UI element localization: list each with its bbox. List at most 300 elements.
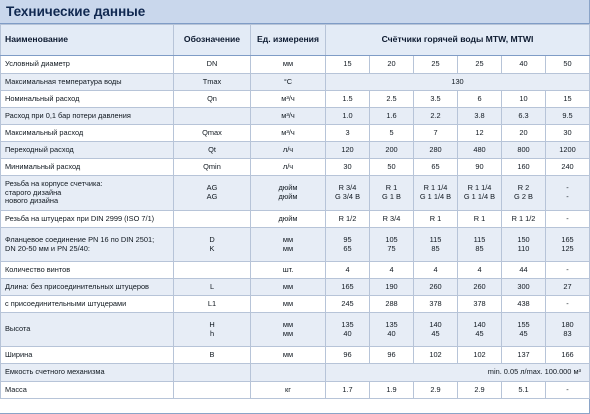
param-designation xyxy=(174,279,251,296)
param-value xyxy=(370,125,414,142)
param-value xyxy=(326,347,370,364)
param-unit xyxy=(251,296,326,313)
param-name xyxy=(1,347,174,364)
param-name-line: Условный диаметр xyxy=(5,59,70,69)
param-value-line: 83 xyxy=(563,328,572,338)
param-value-line: 10 xyxy=(519,93,528,103)
table-header-row xyxy=(1,25,590,56)
param-value xyxy=(458,91,502,108)
param-value xyxy=(502,142,546,159)
param-value xyxy=(502,313,546,347)
param-value xyxy=(546,262,590,279)
param-value xyxy=(546,142,590,159)
param-value-line: R 3/4 xyxy=(382,213,401,223)
param-value xyxy=(414,159,458,176)
param-value xyxy=(546,382,590,399)
param-value xyxy=(370,176,414,211)
param-value-line: 190 xyxy=(385,281,398,291)
table-row xyxy=(1,91,590,108)
param-value-line: 90 xyxy=(475,161,484,171)
param-value xyxy=(370,313,414,347)
param-unit-line: шт. xyxy=(282,264,294,274)
param-name xyxy=(1,176,174,211)
param-value-line: 85 xyxy=(475,243,484,253)
param-value xyxy=(370,228,414,262)
param-value xyxy=(502,228,546,262)
param-value-line: 25 xyxy=(431,59,440,69)
param-value xyxy=(502,211,546,228)
param-unit xyxy=(251,91,326,108)
param-name-line: Высота xyxy=(5,324,31,334)
param-value xyxy=(546,91,590,108)
param-name-line: DN 20-50 мм и PN 25/40: xyxy=(5,243,90,253)
table-row xyxy=(1,108,590,125)
param-value-line: R 3/4 xyxy=(338,183,357,193)
param-value-line: 240 xyxy=(561,161,574,171)
param-value-line: R 1 xyxy=(385,183,398,193)
param-value-line: 120 xyxy=(341,144,354,154)
param-value xyxy=(502,296,546,313)
param-name xyxy=(1,142,174,159)
param-designation-line: Tmax xyxy=(202,76,222,86)
param-value-line: 115 xyxy=(429,234,442,244)
param-span-value: min. 0.05 л/max. 100.000 м³ xyxy=(326,364,590,382)
param-value xyxy=(370,382,414,399)
param-designation xyxy=(174,142,251,159)
param-unit xyxy=(251,279,326,296)
param-value xyxy=(326,262,370,279)
header-designation: Обозначение xyxy=(174,25,251,56)
param-unit-line: мм xyxy=(282,319,294,329)
param-unit xyxy=(251,364,326,382)
param-designation-line: h xyxy=(209,328,215,338)
param-value-line: 50 xyxy=(387,161,396,171)
param-value-line: 30 xyxy=(343,161,352,171)
param-value-line: 1.0 xyxy=(342,110,353,120)
param-designation xyxy=(174,74,251,91)
param-value-line: G 1 1/4 B xyxy=(419,192,452,201)
param-value xyxy=(458,176,502,211)
param-value xyxy=(326,382,370,399)
param-unit-line: мм xyxy=(282,281,294,291)
param-value xyxy=(546,108,590,125)
param-value-line: - xyxy=(566,264,569,274)
param-name-line: Расход при 0,1 бар потери давления xyxy=(5,110,131,120)
param-name-line: Резьба на штуцерах при DIN 2999 (ISO 7/1) xyxy=(5,213,155,223)
param-name-line: Номинальный расход xyxy=(5,93,80,103)
param-value-line: 378 xyxy=(429,298,442,308)
param-name xyxy=(1,228,174,262)
param-designation-line: DN xyxy=(206,59,218,69)
param-unit-line: кг xyxy=(285,384,291,394)
param-value-line: 1.5 xyxy=(342,93,353,103)
param-unit-line: мм xyxy=(282,328,294,338)
param-value-line: 9.5 xyxy=(562,110,573,120)
param-value-line: 165 xyxy=(341,281,354,291)
param-name-line: Длина: без присоединительных штуцеров xyxy=(5,281,149,291)
table-row xyxy=(1,125,590,142)
param-designation xyxy=(174,125,251,142)
param-value xyxy=(414,313,458,347)
param-value xyxy=(458,125,502,142)
param-designation-line: L xyxy=(209,281,215,291)
param-value-line: R 1 1/2 xyxy=(511,213,536,223)
param-value xyxy=(502,279,546,296)
param-value-line: 44 xyxy=(519,264,528,274)
param-value-line: 280 xyxy=(429,144,442,154)
param-unit-line: мм xyxy=(282,234,294,244)
param-value xyxy=(458,313,502,347)
table-row xyxy=(1,279,590,296)
param-value xyxy=(458,228,502,262)
param-designation-line: Qt xyxy=(208,144,216,154)
param-designation xyxy=(174,228,251,262)
param-unit xyxy=(251,228,326,262)
param-unit xyxy=(251,347,326,364)
param-value-line: 2.9 xyxy=(430,384,441,394)
param-value-line: 85 xyxy=(431,243,440,253)
header-name: Наименование xyxy=(1,25,174,56)
param-value-line: 378 xyxy=(473,298,486,308)
param-value-line: 1.7 xyxy=(342,384,353,394)
param-designation-line: Qmax xyxy=(202,127,222,137)
table-row xyxy=(1,262,590,279)
param-value-line: G 3/4 B xyxy=(334,192,361,201)
param-value xyxy=(326,56,370,74)
param-value xyxy=(370,159,414,176)
param-value-line: 45 xyxy=(431,328,440,338)
param-value xyxy=(326,176,370,211)
param-name-line: Максимальная температура воды xyxy=(5,76,122,86)
param-value-line: R 2 xyxy=(517,183,530,193)
param-value-line: 4 xyxy=(389,264,394,274)
table-row xyxy=(1,382,590,399)
param-value-line: 25 xyxy=(475,59,484,69)
param-unit xyxy=(251,159,326,176)
param-value-line: 45 xyxy=(475,328,484,338)
param-value-line: G 2 B xyxy=(514,192,533,201)
param-value-line: 96 xyxy=(343,349,352,359)
param-value xyxy=(546,347,590,364)
param-value-line: 65 xyxy=(343,243,352,253)
param-unit-line: дюйм xyxy=(278,213,298,223)
param-value xyxy=(370,279,414,296)
param-designation xyxy=(174,159,251,176)
param-value-line: R 1/2 xyxy=(338,213,357,223)
param-value xyxy=(502,176,546,211)
param-value-line: - xyxy=(566,213,569,223)
param-value-line: 200 xyxy=(385,144,398,154)
param-value-line: 5 xyxy=(389,127,394,137)
param-designation-line: K xyxy=(209,243,215,253)
table-row xyxy=(1,364,590,382)
param-value xyxy=(502,159,546,176)
param-designation xyxy=(174,91,251,108)
param-value-line: 102 xyxy=(473,349,486,359)
param-value-line: 1.9 xyxy=(386,384,397,394)
param-value xyxy=(414,228,458,262)
param-name-line: Масса xyxy=(5,384,27,394)
param-value xyxy=(458,159,502,176)
param-designation-line: L1 xyxy=(207,298,217,308)
param-name xyxy=(1,56,174,74)
param-value-line: 288 xyxy=(385,298,398,308)
param-value-line: 2.5 xyxy=(386,93,397,103)
spec-table-body xyxy=(1,25,590,399)
param-unit xyxy=(251,108,326,125)
param-value xyxy=(326,228,370,262)
param-value xyxy=(326,211,370,228)
param-name xyxy=(1,313,174,347)
param-unit-line: °C xyxy=(283,76,293,86)
param-value xyxy=(458,262,502,279)
table-row xyxy=(1,142,590,159)
table-row xyxy=(1,296,590,313)
param-value xyxy=(458,382,502,399)
param-name-line: нового дизайна xyxy=(5,196,59,206)
param-value xyxy=(546,159,590,176)
param-unit-line: дюйм xyxy=(278,192,298,201)
param-unit xyxy=(251,262,326,279)
param-value xyxy=(458,108,502,125)
param-unit-line: мм xyxy=(282,59,294,69)
param-designation-line: B xyxy=(209,349,215,359)
param-value-line: G 1 1/4 B xyxy=(463,192,496,201)
param-value-line: 95 xyxy=(343,234,352,244)
header-meters: Счётчики горячей воды MTW, MTWI xyxy=(326,25,590,56)
param-value-line: 800 xyxy=(517,144,530,154)
title-bar xyxy=(0,0,589,24)
param-value xyxy=(370,211,414,228)
param-value xyxy=(546,279,590,296)
param-value-line: 480 xyxy=(473,144,486,154)
param-value-line: R 1 xyxy=(429,213,442,223)
param-name xyxy=(1,296,174,313)
param-unit xyxy=(251,142,326,159)
param-unit-line: м³/ч xyxy=(281,93,295,103)
param-value xyxy=(370,347,414,364)
table-row xyxy=(1,74,590,91)
param-name-line: Ширина xyxy=(5,349,33,359)
param-value xyxy=(502,382,546,399)
table-row xyxy=(1,347,590,364)
table-row xyxy=(1,159,590,176)
param-value-line: 75 xyxy=(387,243,396,253)
param-value-line: R 1 1/4 xyxy=(467,183,492,193)
param-value xyxy=(502,91,546,108)
param-value xyxy=(546,228,590,262)
param-value xyxy=(326,279,370,296)
param-name-line: Количество винтов xyxy=(5,264,71,274)
param-value-line: 40 xyxy=(387,328,396,338)
param-name xyxy=(1,74,174,91)
param-value xyxy=(458,347,502,364)
param-value-line: 15 xyxy=(343,59,352,69)
param-value xyxy=(326,296,370,313)
param-value xyxy=(546,211,590,228)
param-value-line: 6 xyxy=(477,93,482,103)
param-value-line: 4 xyxy=(477,264,482,274)
param-unit xyxy=(251,125,326,142)
param-value-line: 45 xyxy=(519,328,528,338)
param-value xyxy=(326,159,370,176)
param-value xyxy=(414,279,458,296)
param-name-line: Резьба на корпусе счетчика: xyxy=(5,179,103,189)
param-value-line: 150 xyxy=(517,234,530,244)
param-value xyxy=(546,296,590,313)
param-name xyxy=(1,279,174,296)
param-value-line: 140 xyxy=(473,319,486,329)
param-designation xyxy=(174,347,251,364)
param-value-line: 5.1 xyxy=(518,384,529,394)
param-name xyxy=(1,159,174,176)
param-value-line: 245 xyxy=(341,298,354,308)
param-value-line: - xyxy=(566,192,569,201)
param-value-line: 105 xyxy=(385,234,398,244)
param-unit-line: м³/ч xyxy=(281,127,295,137)
param-value-line: 40 xyxy=(519,59,528,69)
param-name xyxy=(1,125,174,142)
param-value xyxy=(414,382,458,399)
param-designation xyxy=(174,211,251,228)
param-value-line: 165 xyxy=(561,234,574,244)
param-value-line: 160 xyxy=(517,161,530,171)
param-name xyxy=(1,364,174,382)
param-name-line: Емкость счетного механизма xyxy=(5,367,105,377)
param-value-line: - xyxy=(566,183,569,193)
param-designation xyxy=(174,364,251,382)
table-row xyxy=(1,313,590,347)
param-value-line: 30 xyxy=(563,127,572,137)
param-value xyxy=(414,296,458,313)
param-unit-line: мм xyxy=(282,298,294,308)
param-span-value: 130 xyxy=(326,74,590,91)
param-name xyxy=(1,108,174,125)
param-value xyxy=(502,125,546,142)
param-unit xyxy=(251,313,326,347)
param-name-line: Фланцевое соединение PN 16 по DIN 2501; xyxy=(5,234,155,244)
param-designation xyxy=(174,296,251,313)
param-value xyxy=(326,125,370,142)
param-value xyxy=(502,108,546,125)
param-value xyxy=(326,108,370,125)
param-name xyxy=(1,91,174,108)
param-value-line: 155 xyxy=(517,319,530,329)
param-unit-line: л/ч xyxy=(282,144,294,154)
param-value-line: 166 xyxy=(561,349,574,359)
param-value xyxy=(370,108,414,125)
param-value-line: 260 xyxy=(473,281,486,291)
param-value xyxy=(414,125,458,142)
param-value-line: 3 xyxy=(345,127,350,137)
param-value-line: 2.2 xyxy=(430,110,441,120)
param-value-line: 20 xyxy=(387,59,396,69)
param-value-line: 12 xyxy=(475,127,484,137)
param-value-line: 137 xyxy=(517,349,530,359)
param-value xyxy=(458,296,502,313)
param-value-line: 300 xyxy=(517,281,530,291)
param-value-line: 50 xyxy=(563,59,572,69)
param-value xyxy=(458,279,502,296)
param-value xyxy=(458,56,502,74)
param-value-line: 115 xyxy=(473,234,486,244)
param-value xyxy=(326,313,370,347)
param-value-line: 102 xyxy=(429,349,442,359)
param-value xyxy=(546,125,590,142)
param-value-line: - xyxy=(566,298,569,308)
param-value-line: 1200 xyxy=(559,144,576,154)
param-name-line: Переходный расход xyxy=(5,144,74,154)
param-designation-line: Qn xyxy=(207,93,217,103)
param-value-line: 110 xyxy=(517,243,530,253)
param-value-line: G 1 B xyxy=(382,192,401,201)
param-designation-line: AG xyxy=(206,192,218,201)
param-unit xyxy=(251,211,326,228)
param-unit xyxy=(251,56,326,74)
param-designation-line: Qmin xyxy=(203,161,221,171)
param-value-line: 6.3 xyxy=(518,110,529,120)
param-value-line: 125 xyxy=(561,243,574,253)
param-value-line: 135 xyxy=(341,319,354,329)
param-designation xyxy=(174,313,251,347)
param-name xyxy=(1,211,174,228)
param-unit-line: м³/ч xyxy=(281,110,295,120)
param-value-line: 135 xyxy=(385,319,398,329)
param-name-line: старого дизайна xyxy=(5,187,62,197)
table-row xyxy=(1,228,590,262)
spec-table xyxy=(0,24,590,399)
param-name-line: с присоединительными штуцерами xyxy=(5,298,127,308)
param-unit-line: мм xyxy=(282,243,294,253)
param-value-line: 4 xyxy=(345,264,350,274)
param-value-line: 7 xyxy=(433,127,438,137)
param-designation xyxy=(174,382,251,399)
param-value xyxy=(502,262,546,279)
param-value-line: 180 xyxy=(561,319,574,329)
param-value xyxy=(546,56,590,74)
param-value-line: R 1 1/4 xyxy=(423,183,448,193)
param-designation xyxy=(174,262,251,279)
param-value xyxy=(546,313,590,347)
param-unit xyxy=(251,74,326,91)
param-designation xyxy=(174,56,251,74)
param-value xyxy=(370,262,414,279)
param-designation xyxy=(174,108,251,125)
param-designation-line: H xyxy=(209,319,215,329)
param-unit xyxy=(251,382,326,399)
param-value xyxy=(458,142,502,159)
param-value xyxy=(326,142,370,159)
param-name-line: Минимальный расход xyxy=(5,161,81,171)
param-value-line: 140 xyxy=(429,319,442,329)
param-value-line: 260 xyxy=(429,281,442,291)
param-value-line: 3.5 xyxy=(430,93,441,103)
param-value-line: 27 xyxy=(563,281,572,291)
param-value xyxy=(414,56,458,74)
param-value-line: - xyxy=(566,384,569,394)
param-value-line: 4 xyxy=(433,264,438,274)
param-value xyxy=(414,176,458,211)
param-value xyxy=(546,176,590,211)
param-designation xyxy=(174,176,251,211)
param-value-line: 438 xyxy=(517,298,530,308)
param-value xyxy=(414,142,458,159)
param-value xyxy=(414,262,458,279)
page-title: Технические данные xyxy=(6,4,146,19)
param-value-line: 96 xyxy=(387,349,396,359)
table-row xyxy=(1,56,590,74)
param-value-line: 15 xyxy=(563,93,572,103)
